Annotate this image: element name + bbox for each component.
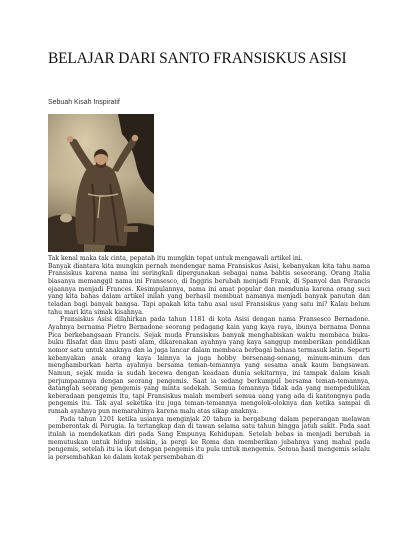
paragraph-war: Pada tahun 1201 ketika usianya menginjak 20 tahun ia bergabung dalam peperangan melawan pemberontak di Perugia. Ia tertangkap dan di tawan selama satu tahun hingga jatuh sakit. Pada saat itulah ia mendekatkan diri pada Sang Empunya Kehidupan. Setelah bebas ia menjadi berubah ia memutuskan untuk hidup miskin, ia pergi ke Roma dan memberikan jubahnya yang mahal pada pengemis, setelah itu ia ikut dengan pengemis itu pula untuk mengemis. Semua hasil mengemis selalu ia persembahkan ke dalam kotak persembahan di <box>48 415 370 462</box>
saint-francis-painting <box>48 114 154 252</box>
article-subtitle: Sebuah Kisah Inspiratif <box>48 97 120 106</box>
paragraph-birth: Fransiskus Asisi dilahirkan pada tahun 1181 di kota Asisi dengan nama Fransesco Bernadone. Ayahnya bernama Pietro Bernadone seorang pedagang kain yang kaya raya, ibunya bernama Donna Pica berkebangsaan Francis. Sejak muda Fransiskus banyak menghabiskan waktu membaca buku-buku filsafat dan ilmu pasti alam, dikarenakan ayahnya yang kaya sanggup memberikan pendidikan nomor satu untuk anaknya dan ia juga lancar dalam membaca berbagai bahasa termasuk latin. Seperti kebanyakan anak orang kaya lainnya ia juga hobby bersenang-senang, minum-minum dan menghamburkan harta ayahnya bersama teman-temannya yang sesama anak kaum bangsawan. Namun, sejak muda ia sudah kecewa dengan keadaan dunia sekitarnya, ini tampak dalam kisah perjumpaannya dengan seorang pengemis. Saat ia sedang berkumpul bersama teman-temannya, datanglah seorang pengemis yang minta sedekah. Semua temannya tidak ada yang mempedulikan keberadaan pengemis itu, tapi Fransiskus malah memberi semua uang yang ada di kantongnya pada pengemis itu. Tak ayal seketika itu juga teman-temannya mengolok-oloknya dan ketika sampai di rumah ayahnya pun memarahinya karena malu atas sikap anaknya. <box>48 316 370 416</box>
article-title: BELAJAR DARI SANTO FRANSISKUS ASISI <box>48 50 347 67</box>
paragraph-name-origin: Banyak diantara kita mungkin pernah mendengar nama Fransiskus Asisi, kebanyakan kita tahu nama Fransiskus karena nama ini seringkali dipergunakan sebagai nama babtis seseorang. Orang Italia biasanya memanggil nama ini Fransesco, di Inggris berubah menjadi Frank, di Spanyol dan Perancis ejaannya menjadi Frances. Kesimpulannya, nama ini amat popular dan mendunia karena orang suci yang kita bahas dalam artikel inilah yang berhasil membuat namanya menjadi banyak panutan dan teladan bagi banyak bangsa. Tapi apakah kita tahu asal usul Fransiskus yang satu ini? Kalau belum tahu mari kita simak kisahnya. <box>48 262 370 316</box>
paragraph-intro: Tak kenal maka tak cinta, pepatah itu mungkin tepat untuk mengawali artikel ini. <box>48 255 303 262</box>
painting-graphic <box>48 114 154 252</box>
article-body <box>48 255 370 462</box>
